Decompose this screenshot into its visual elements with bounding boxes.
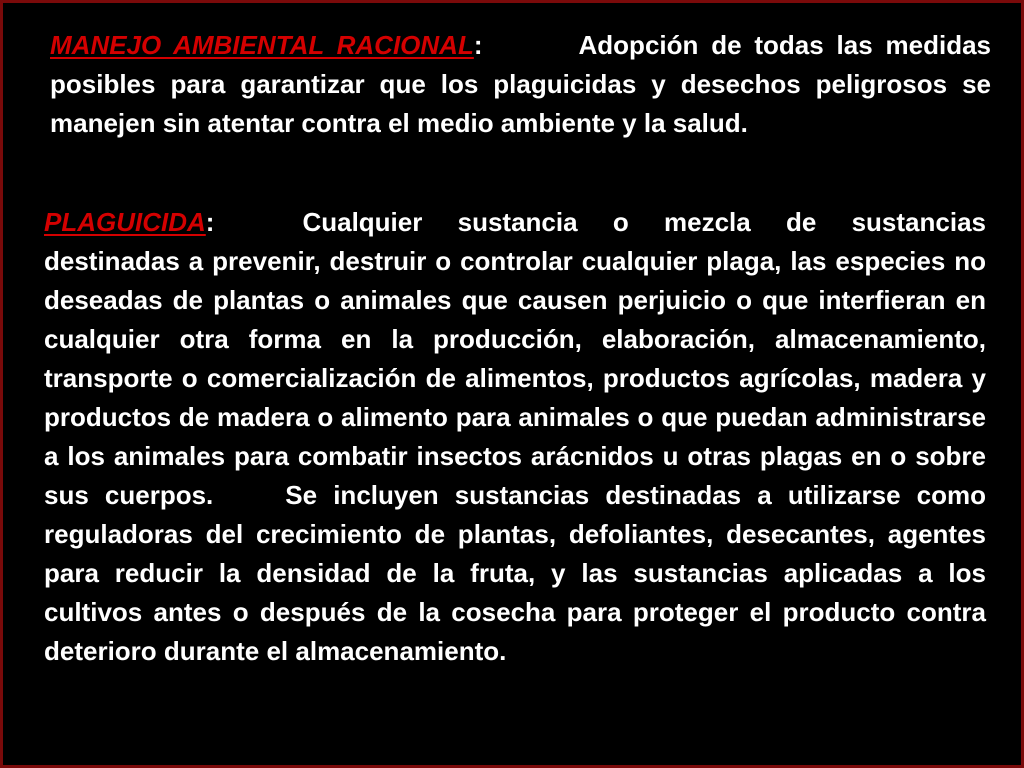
term-manejo-ambiental-racional: MANEJO AMBIENTAL RACIONAL [50,30,474,60]
definition-text-plaguicida-part1: Cualquier sustancia o mezcla de sustancias destinadas a prevenir, destruir o controlar cualquier plaga, las especies no deseadas de plantas o animales que causen perjuicio o que interfieran en cualquier otra forma en la producción, elaboración, almacenamiento, transporte o comercialización de alimentos, productos agrícolas, madera y productos de madera o alimento para animales o que puedan administrarse a los animales para combatir insectos arácnidos u otras plagas en o sobre sus cuerpos. [44,207,986,510]
definition-plaguicida [44,203,986,671]
term-plaguicida: PLAGUICIDA [44,207,206,237]
definition-text-manejo: Adopción de todas las medidas posibles para garantizar que los plaguicidas y desechos peligrosos se manejen sin atentar contra el medio ambiente y la salud. [50,30,992,138]
term-colon: : [473,30,483,60]
term-colon: : [205,207,215,237]
definition-text-plaguicida-part2: Se incluyen sustancias destinadas a utilizarse como reguladoras del crecimiento de plantas, defoliantes, desecantes, agentes para reducir la densidad de la fruta, y las sustancias aplicadas a los cultivos antes o después de la cosecha para proteger el producto contra deterioro durante el almacenamiento. [44,480,986,666]
definition-manejo-ambiental [50,26,991,143]
